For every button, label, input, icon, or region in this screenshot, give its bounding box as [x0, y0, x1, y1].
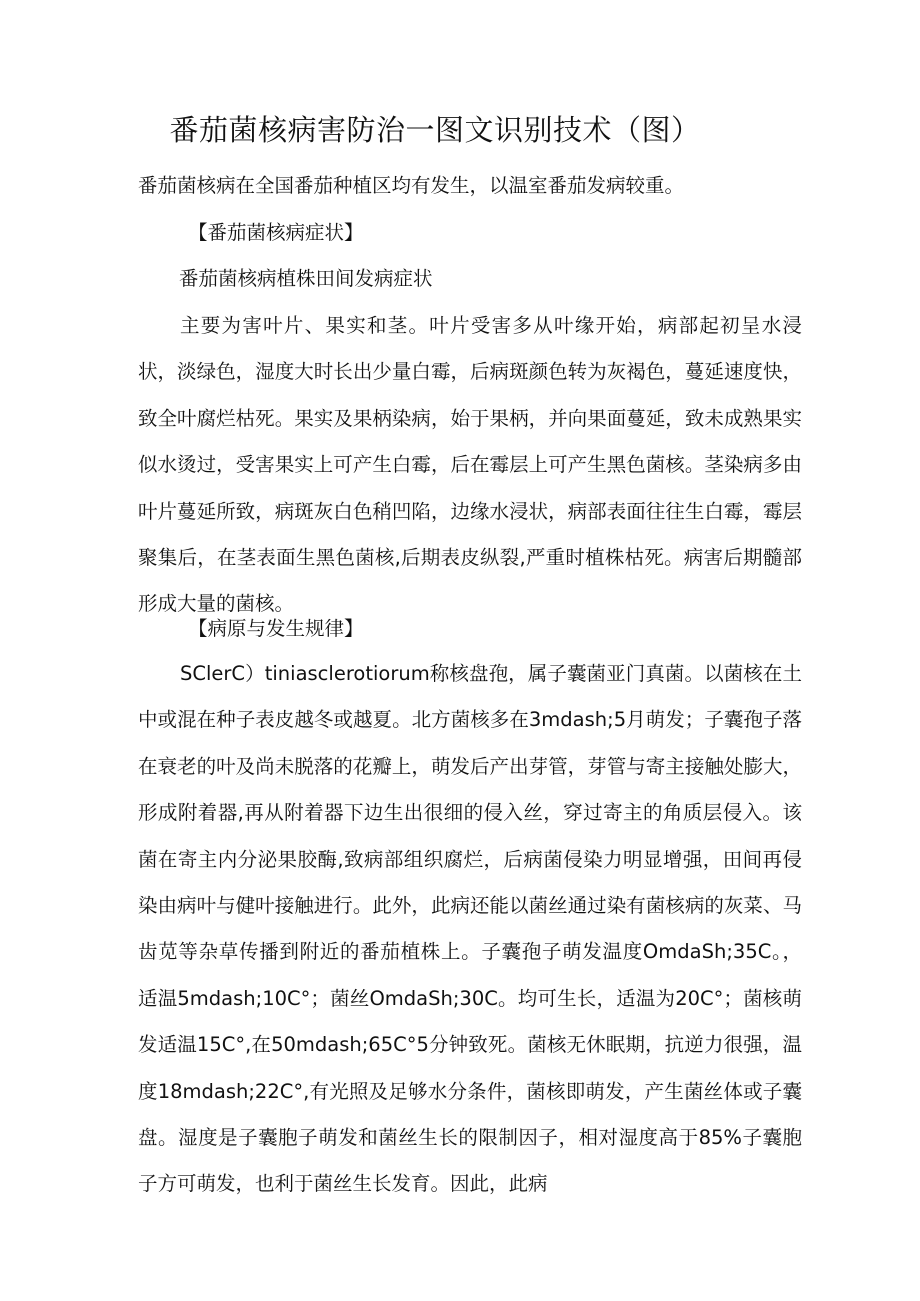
section-heading-pathogen: 【病原与发生规律】	[188, 617, 364, 640]
symptoms-paragraph: 主要为害叶片、果实和茎。叶片受害多从叶缘开始，病部起初呈水浸状，淡绿色，湿度大时长出少量白霉，后病斑颜色转为灰褐色，蔓延速度快，致全叶腐烂枯死。果实及果柄染病，始于果柄，并向果面蔓延，致未成熟果实似水烫过，受害果实上可产生白霉，后在霉层上可产生黑色菌核。茎染病多由叶片蔓延所致，病斑灰白色稍凹陷，边缘水浸状，病部表面往往生白霉，霉层聚集后，在茎表面生黑色菌核,后期表皮纵裂,严重时植株枯死。病害后期髓部形成大量的菌核。	[138, 314, 802, 616]
intro-paragraph: 番茄菌核病在全国番茄种植区均有发生，以温室番茄发病较重。	[138, 174, 685, 197]
document-title: 番茄菌核病害防治一图文识别技术（图）	[169, 113, 701, 147]
pathogen-paragraph: SClerC）tiniasclerotiorum称核盘孢，属子囊菌亚门真菌。以菌核在土中或混在种子表皮越冬或越夏。北方菌核多在3mdash;5月萌发；子囊孢子落在衰老的叶及尚未脱落的花瓣上，萌发后产出芽管，芽管与寄主接触处膨大，形成附着器,再从附着器下边生出很细的侵入丝，穿过寄主的角质层侵入。该菌在寄主内分泌果胶酶,致病部组织腐烂，后病菌侵染力明显增强，田间再侵染由病叶与健叶接触进行。此外，此病还能以菌丝通过染有菌核病的灰菜、马齿苋等杂草传播到附近的番茄植株上。子囊孢子萌发温度OmdaSh;35C。，适温5mdash;10C°；菌丝OmdaSh;30C。均可生长，适温为20C°；菌核萌发适温15C°,在50mdash;65C°5分钟致死。菌核无休眠期，抗逆力很强，温度18mdash;22C°,有光照及足够水分条件，菌核即萌发，产生菌丝体或子囊盘。湿度是子囊胞子萌发和菌丝生长的限制因子，相对湿度高于85%子囊胞子方可萌发，也利于菌丝生长发育。因此，此病	[138, 662, 802, 1196]
section-heading-symptoms: 【番茄菌核病症状】	[188, 221, 364, 244]
section-subheading-field-symptoms: 番茄菌核病植株田间发病症状	[179, 267, 433, 290]
